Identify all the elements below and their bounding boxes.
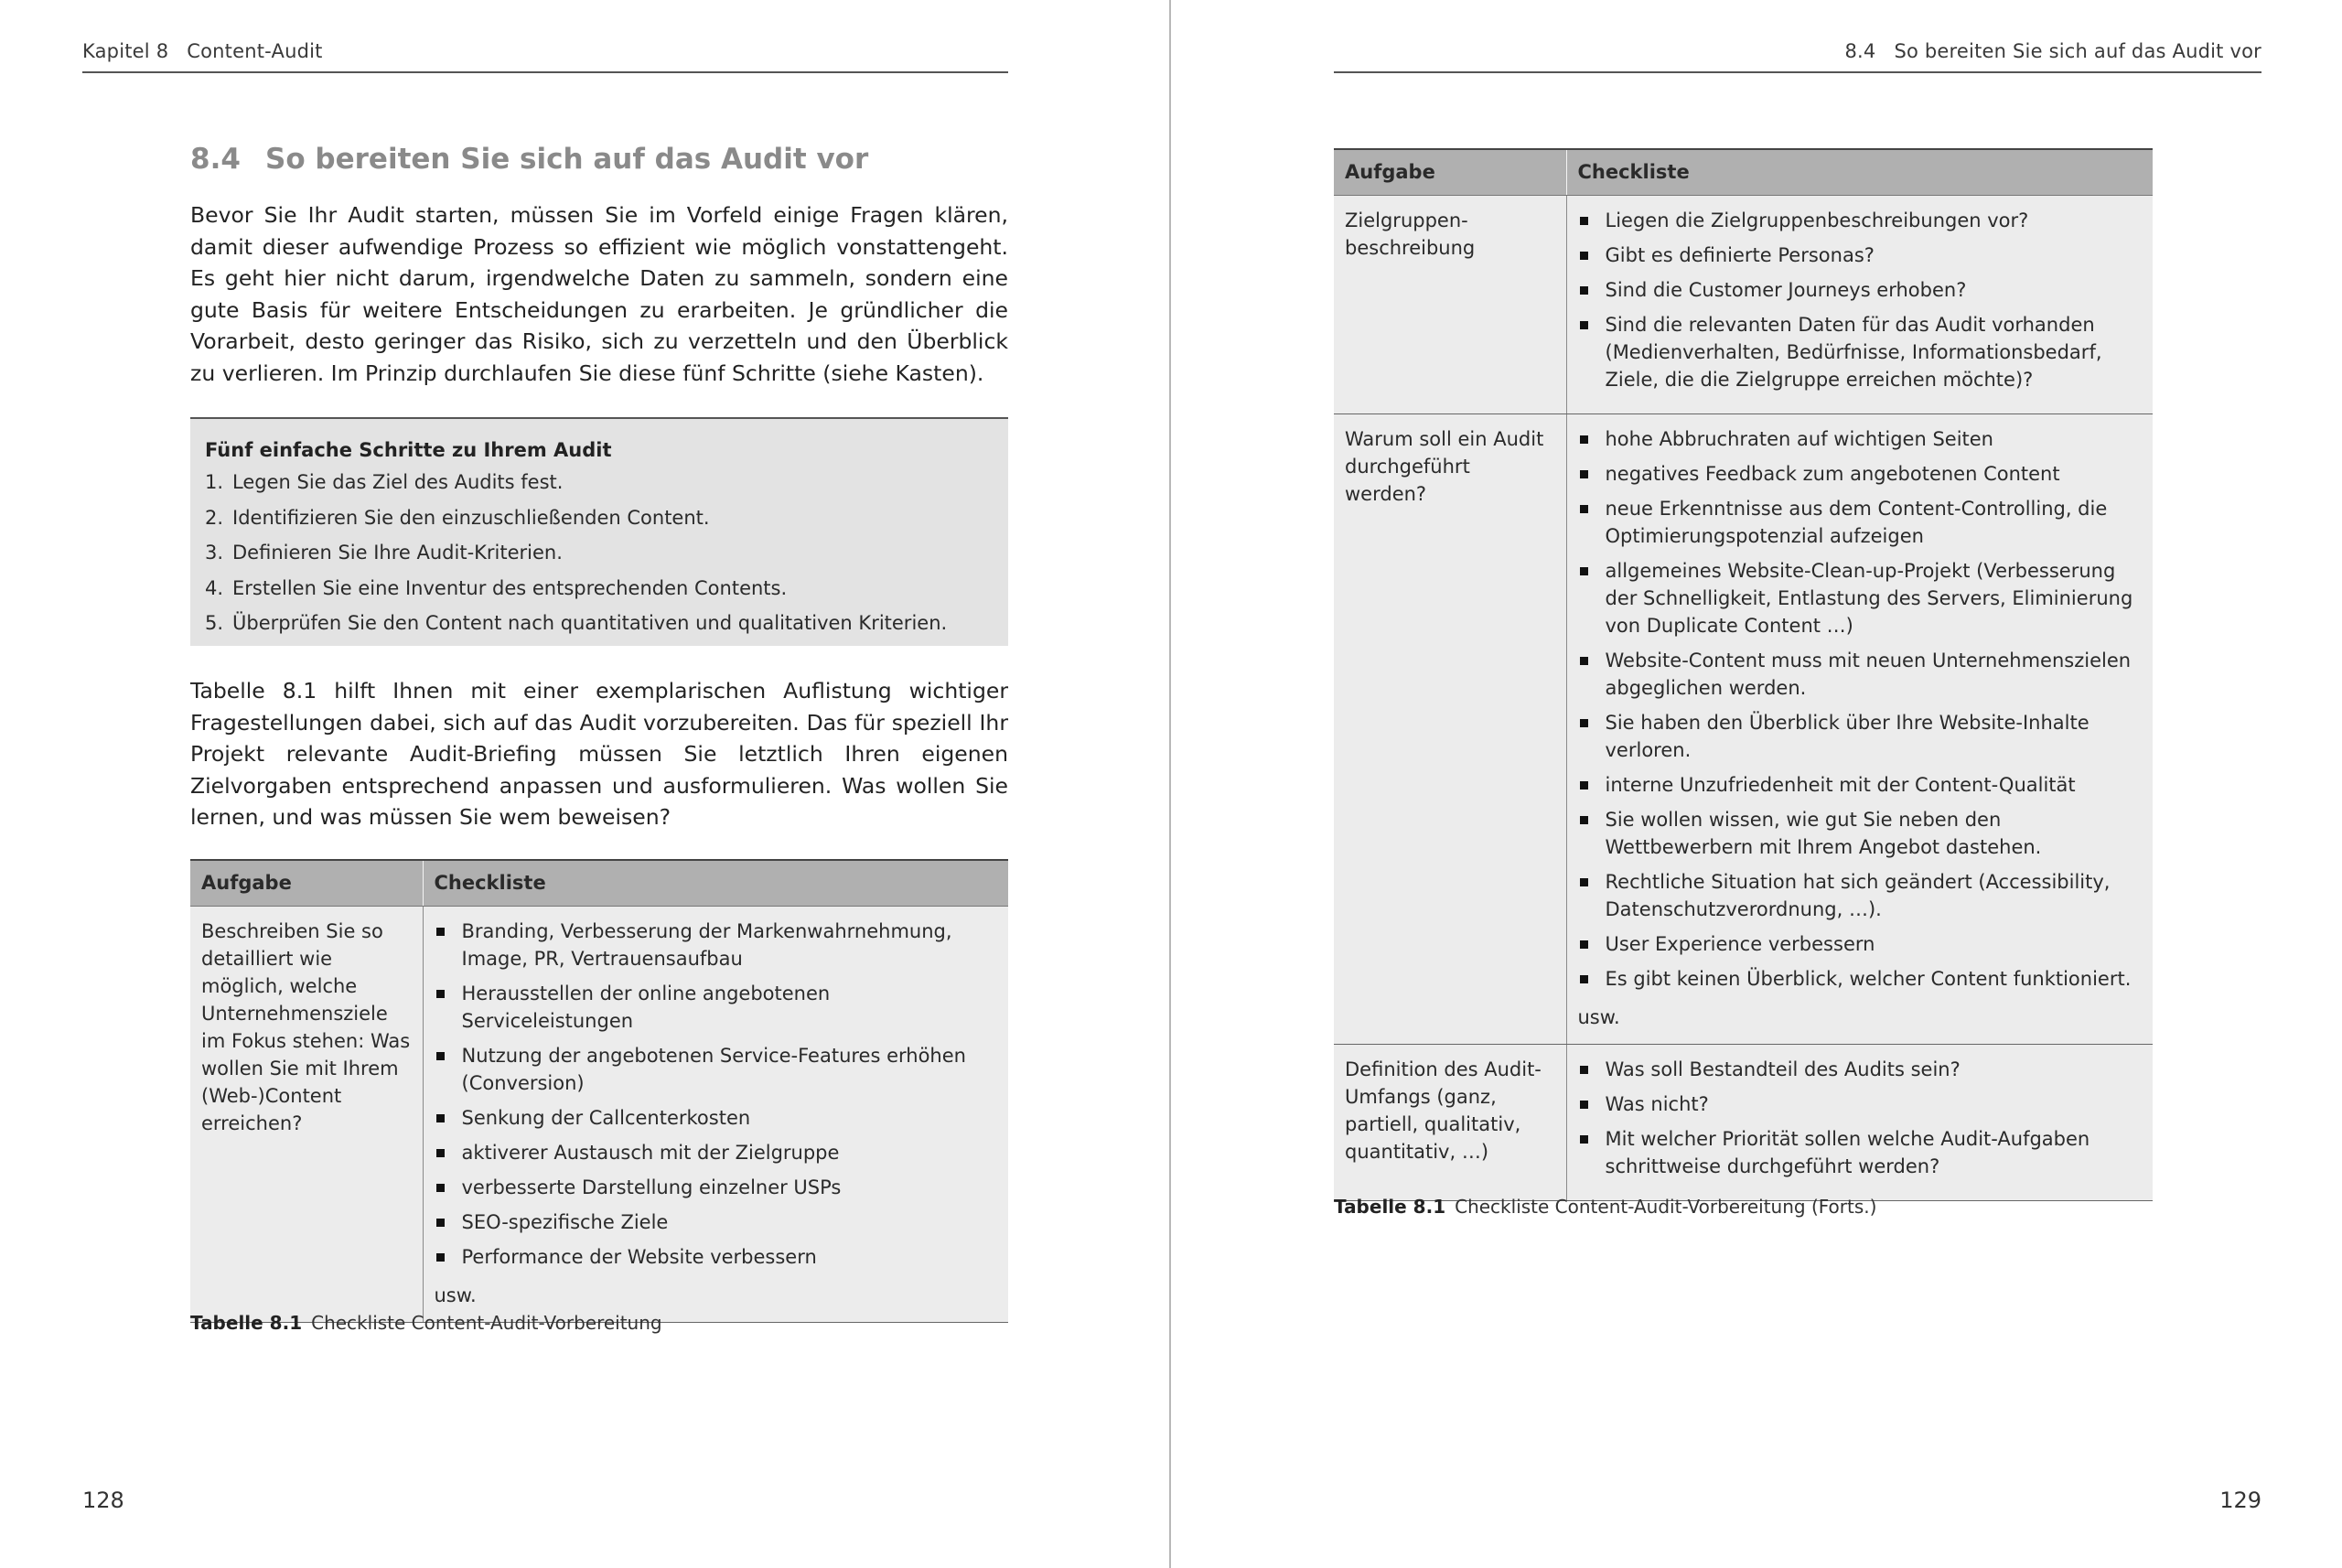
checklist-cell (423, 906, 1008, 1322)
steps-box-title: Fünf einfache Schritte zu Ihrem Audit (205, 439, 612, 461)
task-cell: Warum soll ein Audit durchgeführt werden? (1334, 413, 1566, 1044)
table-caption-text: Checkliste Content-Audit-Vorbereitung (311, 1312, 662, 1334)
running-head-section-number: 8.4 (1844, 40, 1876, 62)
checklist-item: Sind die Customer Journeys erhoben? (1578, 276, 2143, 304)
etc-note: usw. (1577, 1005, 1620, 1028)
table-row (1334, 1044, 2153, 1200)
table-header-aufgabe: Aufgabe (1334, 149, 1566, 195)
checklist-table-continued (1334, 148, 2153, 1201)
step-item (205, 500, 995, 536)
step-number: 3. (205, 542, 224, 564)
section-number: 8.4 (190, 143, 241, 176)
step-item (205, 571, 995, 607)
header-rule (1334, 71, 2261, 73)
checklist-cell (1566, 1044, 2153, 1200)
header-rule (82, 71, 1008, 73)
step-item (205, 535, 995, 571)
checklist-item: Mit welcher Priorität sollen welche Audit-Aufgaben schrittweise durchgeführt werden? (1578, 1125, 2143, 1180)
intro-paragraph: Bevor Sie Ihr Audit starten, müssen Sie im Vorfeld einige Fragen klären, damit dieser aufwendige Prozess so effizient wie möglich vonstattengeht. Es geht hier nicht darum, irgendwelche Daten zu sammeln, sondern eine gute Basis für weitere Entscheidungen zu erarbeiten. Je gründlicher die Vorarbeit, desto geringer das Risiko, sich zu verzetteln und den Überblick zu verlieren. Im Prinzip durchlaufen Sie diese fünf Schritte (siehe Kasten). (190, 202, 1008, 386)
right-page (1171, 0, 2342, 1568)
checklist-item: Liegen die Zielgruppenbeschreibungen vor? (1578, 207, 2143, 234)
checklist-item: verbesserte Darstellung einzelner USPs (435, 1174, 998, 1201)
steps-list (205, 465, 995, 641)
table-header-checkliste: Checkliste (423, 860, 1008, 906)
step-text: Definieren Sie Ihre Audit-Kriterien. (232, 542, 563, 564)
checklist-item: Sie haben den Überblick über Ihre Website-Inhalte verloren. (1578, 709, 2143, 764)
checklist-item: hohe Abbruchraten auf wichtigen Seiten (1578, 425, 2143, 453)
second-paragraph: Tabelle 8.1 hilft Ihnen mit einer exemplarischen Auflistung wichtiger Fragestellungen dabei, sich auf das Audit vorzubereiten. Das für speziell Ihr Projekt relevante Audit-Briefing müssen Sie letztlich Ihren eigenen Zielvorgaben entsprechend anpassen und ausformulieren. Was wollen Sie lernen, und was müssen Sie wem beweisen? (190, 678, 1008, 830)
step-text: Überprüfen Sie den Content nach quantitativen und qualitativen Kriterien. (232, 612, 948, 634)
checklist-item: Performance der Website verbessern (435, 1243, 998, 1271)
table-caption (190, 1312, 662, 1334)
checklist-item: SEO-spezifische Ziele (435, 1208, 998, 1236)
etc-note: usw. (434, 1283, 477, 1306)
table-row (190, 906, 1008, 1322)
running-head-chapter: Kapitel 8 (82, 40, 169, 62)
checklist-item: allgemeines Website-Clean-up-Projekt (Verbesserung der Schnelligkeit, Entlastung des Servers, Eliminierung von Duplicate Content …) (1578, 557, 2143, 639)
checklist-item: Nutzung der angebotenen Service-Features erhöhen (Conversion) (435, 1042, 998, 1097)
checklist-item: Senkung der Callcenterkosten (435, 1104, 998, 1132)
checklist-item: Website-Content muss mit neuen Unternehmenszielen abgeglichen werden. (1578, 647, 2143, 702)
checklist-item: aktiverer Austausch mit der Zielgruppe (435, 1139, 998, 1166)
checklist (1578, 207, 2143, 393)
checklist-item: Was soll Bestandteil des Audits sein? (1578, 1056, 2143, 1083)
checklist (1578, 1056, 2143, 1180)
section-heading (190, 143, 868, 176)
section-title: So bereiten Sie sich auf das Audit vor (265, 143, 869, 176)
step-text: Legen Sie das Ziel des Audits fest. (232, 471, 564, 493)
table-caption (1334, 1196, 1876, 1218)
step-item (205, 465, 995, 500)
checklist (435, 918, 998, 1271)
checklist-item: Gibt es definierte Personas? (1578, 242, 2143, 269)
running-head-left (82, 40, 323, 62)
step-item (205, 606, 995, 641)
checklist-cell (1566, 413, 2153, 1044)
table-caption-text: Checkliste Content-Audit-Vorbereitung (Forts.) (1455, 1196, 1877, 1218)
table-header-checkliste: Checkliste (1566, 149, 2153, 195)
checklist-item: Sie wollen wissen, wie gut Sie neben den Wettbewerbern mit Ihrem Angebot dastehen. (1578, 806, 2143, 861)
checklist (1578, 425, 2143, 993)
step-text: Erstellen Sie eine Inventur des entsprechenden Contents. (232, 576, 788, 599)
checklist-item: Sind die relevanten Daten für das Audit vorhanden (Medienverhalten, Bedürfnisse, Informationsbedarf, Ziele, die die Zielgruppe erreichen möchte)? (1578, 311, 2143, 393)
running-head-section-title: So bereiten Sie sich auf das Audit vor (1894, 40, 2261, 62)
checklist-item: User Experience verbessern (1578, 930, 2143, 958)
step-number: 5. (205, 612, 224, 634)
task-cell: Definition des Audit-Umfangs (ganz, partiell, qualitativ, quantitativ, …) (1334, 1044, 1566, 1200)
table-caption-label: Tabelle 8.1 (1334, 1196, 1446, 1218)
step-number: 4. (205, 576, 224, 599)
table-caption-label: Tabelle 8.1 (190, 1312, 303, 1334)
checklist-item: Branding, Verbesserung der Markenwahrnehmung, Image, PR, Vertrauensaufbau (435, 918, 998, 972)
checklist-item: Was nicht? (1578, 1090, 2143, 1118)
checklist-item: interne Unzufriedenheit mit der Content-Qualität (1578, 771, 2143, 799)
steps-box (190, 417, 1008, 646)
task-cell: Zielgruppen-beschreibung (1334, 195, 1566, 413)
step-number: 2. (205, 506, 224, 529)
table-row (1334, 195, 2153, 413)
task-cell: Beschreiben Sie so detailliert wie möglich, welche Unternehmensziele im Fokus stehen: Was wollen Sie mit Ihrem (Web-)Content erreichen? (190, 906, 423, 1322)
running-head-chapter-title: Content-Audit (187, 40, 323, 62)
checklist-item: Rechtliche Situation hat sich geändert (Accessibility, Datenschutzverordnung, …). (1578, 868, 2143, 923)
running-head-right (1171, 40, 2261, 62)
step-text: Identifizieren Sie den einzuschließenden Content. (232, 506, 710, 529)
checklist-item: Herausstellen der online angebotenen Serviceleistungen (435, 980, 998, 1035)
checklist-item: neue Erkenntnisse aus dem Content-Controlling, die Optimierungspotenzial aufzeigen (1578, 495, 2143, 550)
checklist-item: Es gibt keinen Überblick, welcher Content funktioniert. (1578, 965, 2143, 993)
checklist-cell (1566, 195, 2153, 413)
checklist-item: negatives Feedback zum angebotenen Content (1578, 460, 2143, 488)
page-number-left: 128 (82, 1487, 124, 1513)
page-number-right: 129 (2219, 1487, 2261, 1513)
table-row (1334, 413, 2153, 1044)
table-header-aufgabe: Aufgabe (190, 860, 423, 906)
checklist-table (190, 859, 1008, 1323)
step-number: 1. (205, 471, 224, 493)
